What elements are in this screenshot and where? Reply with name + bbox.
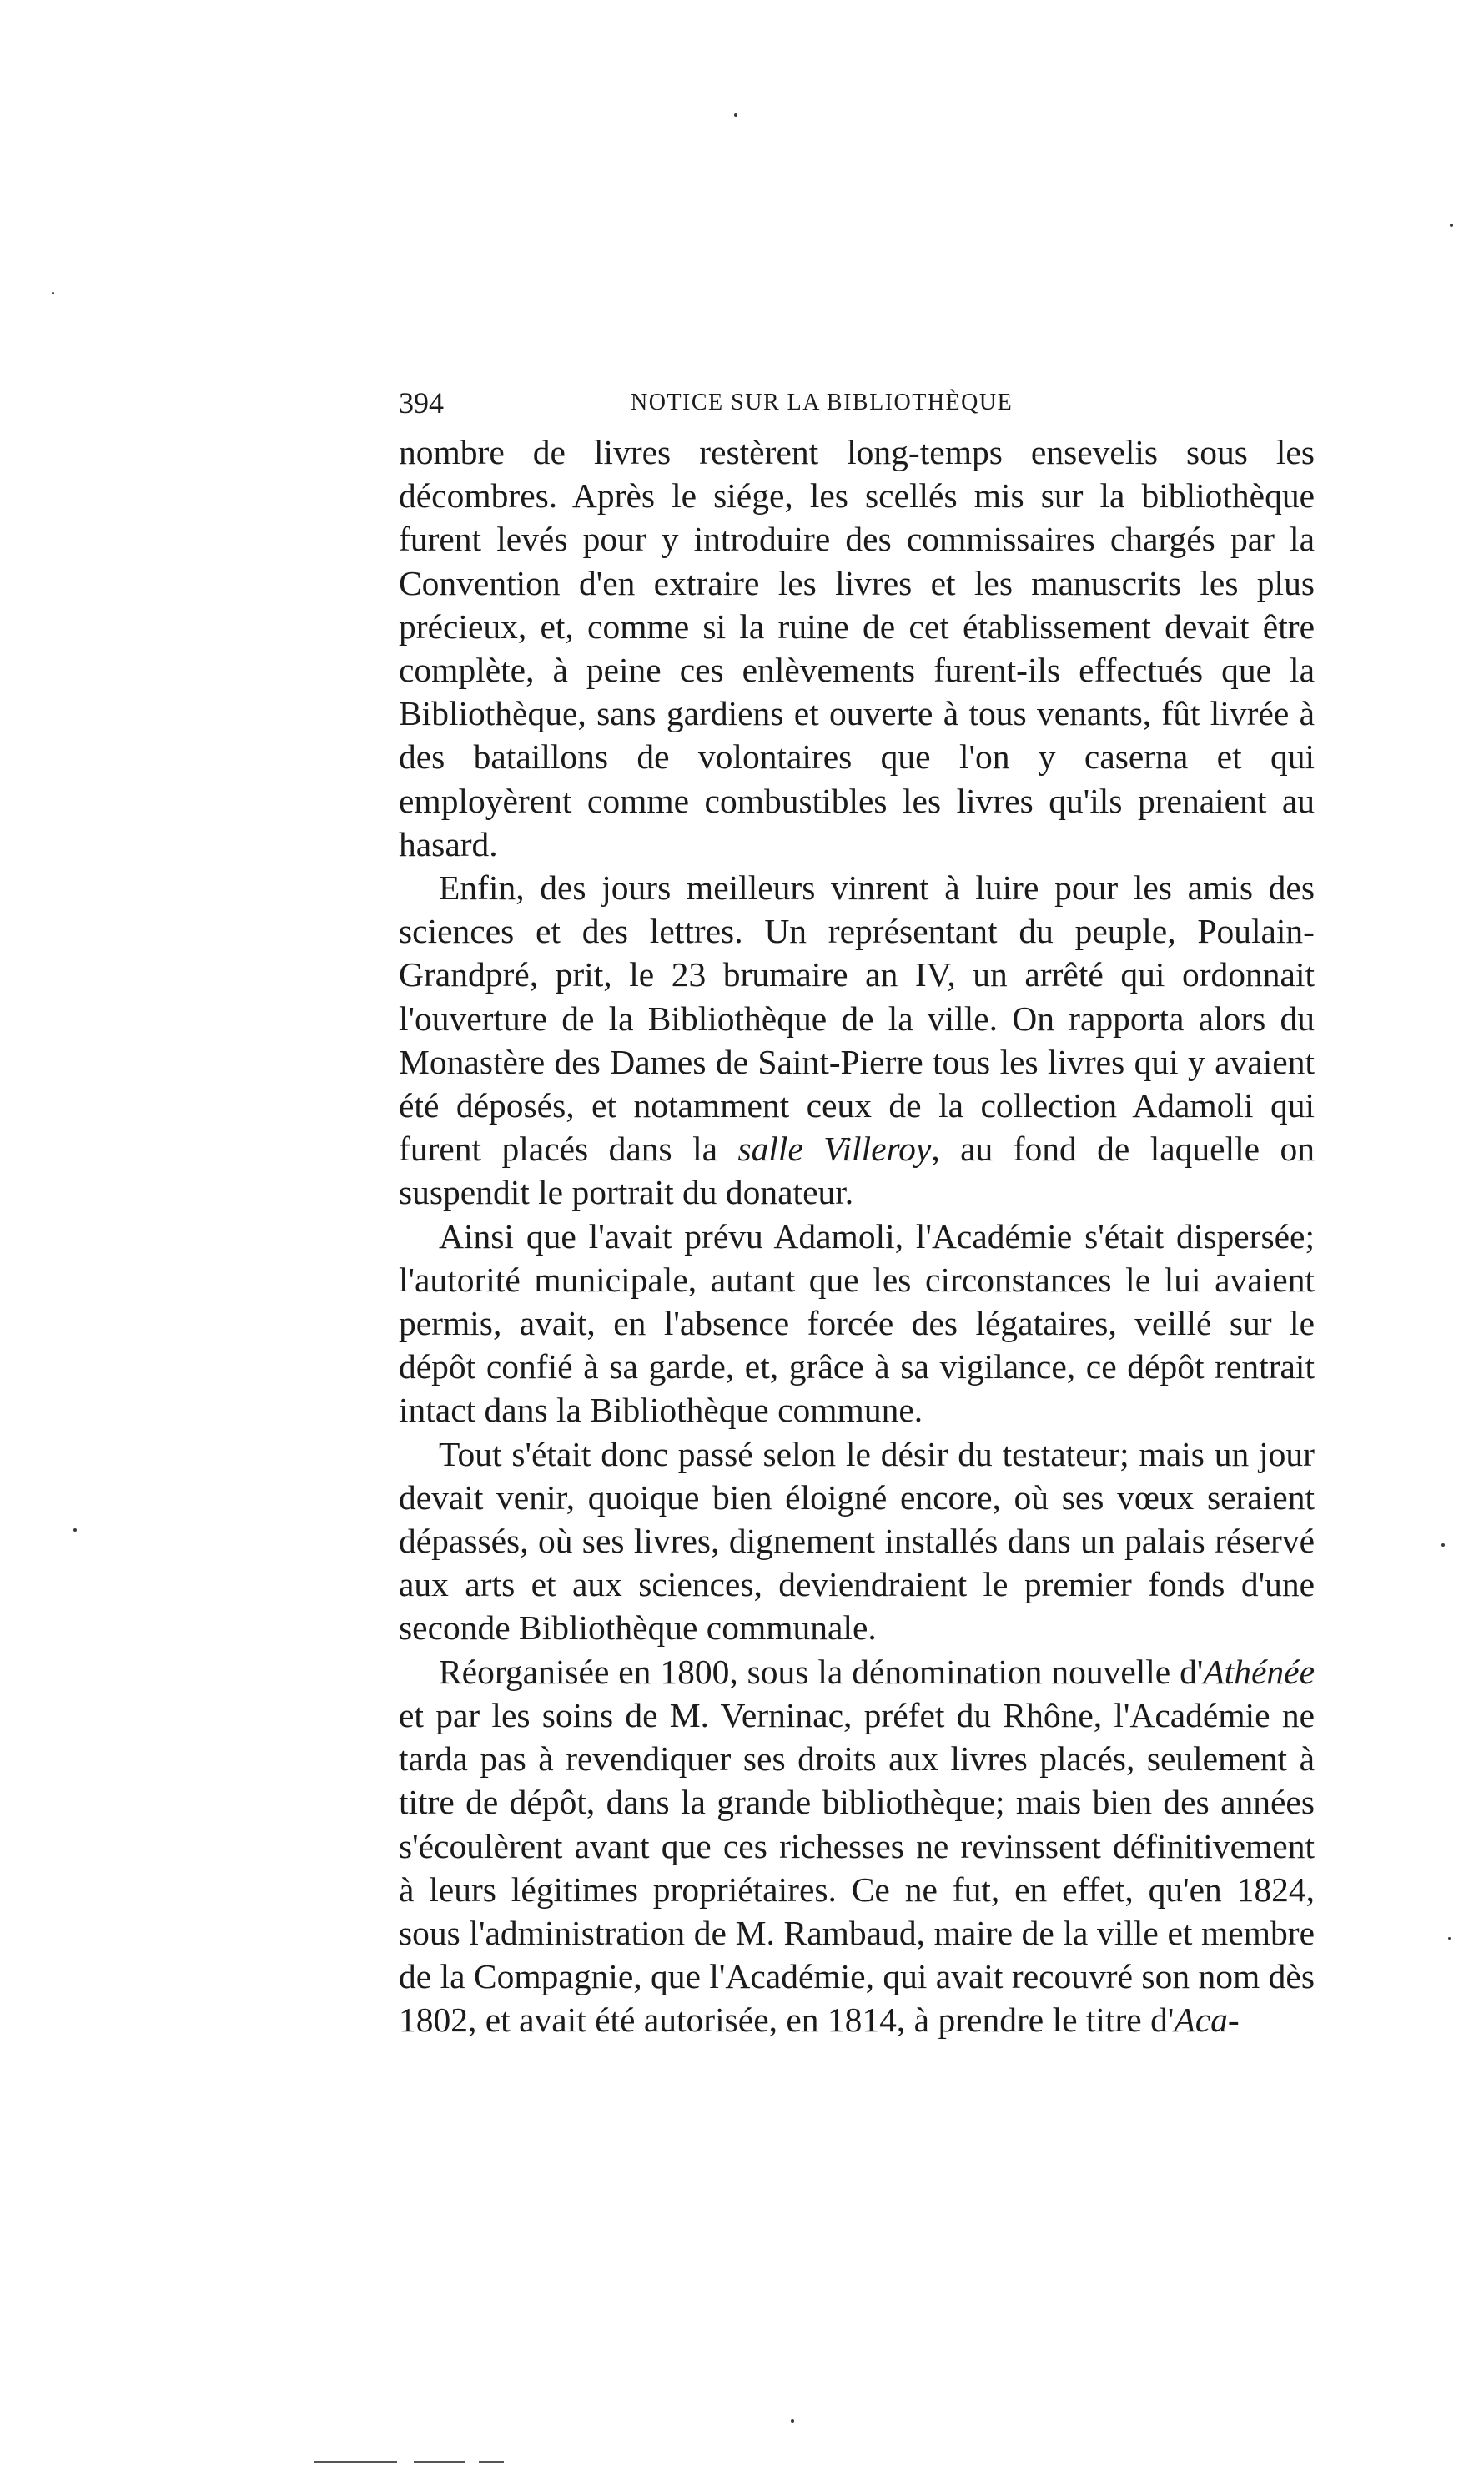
body-text <box>399 430 1315 2042</box>
footer-rule <box>479 2461 504 2463</box>
scan-speck <box>52 292 54 294</box>
athenee-italic: Athénée <box>1203 1652 1315 1691</box>
paragraph-5-text-middle: et par les soins de M. Verninac, préfet du Rhône, l'Académie ne tarda pas à revendiquer ses droits aux livres placés, seulement à titre de dépôt, dans la grande bibliothèque; mais bien des années s'écoulèrent avant que ces richesses ne revinssent définitivement à leurs légitimes propriétaires. Ce ne fut, en effet, qu'en 1824, sous l'administration de M. Rambaud, maire de la ville et membre de la Compagnie, que l'Académie, qui avait recouvré son nom dès 1802, et avait été autorisée, en 1814, à prendre le titre d' <box>399 1695 1315 2040</box>
footer-rule <box>314 2461 397 2463</box>
scan-speck <box>734 113 737 117</box>
page-header <box>399 382 1316 424</box>
page-number: 394 <box>399 386 444 420</box>
paragraph-3: Ainsi que l'avait prévu Adamoli, l'Académie s'était dispersée; l'autorité municipale, autant que les circonstances le lui avaient permis, avait, en l'absence forcée des légataires, veillé sur le dépôt confié à sa garde, et, grâce à sa vigilance, ce dépôt rentrait intact dans la Bibliothèque commune. <box>399 1216 1315 1430</box>
running-title: NOTICE SUR LA BIBLIOTHÈQUE <box>631 390 1014 415</box>
scan-speck <box>1450 224 1453 227</box>
paragraph-5-text: Réorganisée en 1800, sous la dénomination nouvelle d' <box>439 1652 1204 1691</box>
scan-speck <box>791 2419 794 2423</box>
academie-italic: Aca- <box>1174 2000 1240 2040</box>
paragraph-5 <box>399 1650 1315 2042</box>
paragraph-1: nombre de livres restèrent long-temps ensevelis sous les décombres. Après le siége, les scellés mis sur la bibliothèque furent levés pour y introduire des commissaires chargés par la Convention d'en extraire les livres et les manuscrits les plus précieux, et, comme si la ruine de cet établissement devait être complète, à peine ces enlèvements furent-ils effectués que la Bibliothèque, sans gardiens et ouverte à tous venants, fût livrée à des bataillons de volontaires que l'on y caserna et qui employèrent comme combustibles les livres qu'ils prenaient au hasard. <box>399 433 1315 863</box>
paragraph-2 <box>399 866 1315 1215</box>
scan-speck <box>1441 1543 1445 1547</box>
footer-rule <box>414 2461 465 2463</box>
salle-villeroy-italic: salle Villeroy <box>737 1130 932 1169</box>
paragraph-4: Tout s'était donc passé selon le désir du testateur; mais un jour devait venir, quoique bien éloigné encore, où ses vœux seraient dépassés, où ses livres, dignement installés dans un palais réservé aux arts et aux sciences, deviendraient le premier fonds d'une seconde Bibliothèque communale. <box>399 1434 1315 1648</box>
scan-speck <box>1448 1937 1451 1940</box>
scan-speck <box>73 1528 77 1532</box>
paragraph-2-text: Enfin, des jours meilleurs vinrent à luire pour les amis des sciences et des lettres. Un représentant du peuple, Poulain-Grandpré, prit, le 23 brumaire an IV, un arrêté qui ordonnait l'ouverture de la Bibliothèque de la ville. On rapporta alors du Monastère des Dames de Saint-Pierre tous les livres qui y avaient été déposés, et notamment ceux de la collection Adamoli qui furent placés dans la <box>399 868 1315 1169</box>
paragraph-2-text-end: , au fond de laquelle on suspendit le portrait du donateur. <box>399 1130 1315 1212</box>
